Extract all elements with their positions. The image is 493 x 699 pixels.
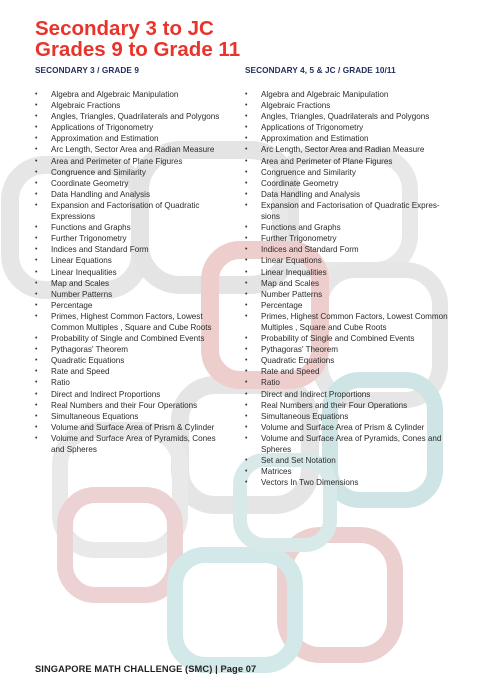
list-item: • Number Patterns — [245, 289, 455, 300]
list-item: • Rate and Speed — [245, 366, 455, 377]
list-item: • Ratio — [245, 377, 455, 388]
list-item: • Applications of Trigonometry — [245, 122, 455, 133]
list-item: • Arc Length, Sector Area and Radian Measure — [245, 144, 455, 155]
list-item: • Functions and Graphs — [245, 222, 455, 233]
list-item: • Applications of Trigonometry — [35, 122, 230, 133]
page-footer: SINGAPORE MATH CHALLENGE (SMC) | Page 07 — [35, 664, 257, 674]
list-item: • Approximation and Estimation — [245, 133, 455, 144]
topic-list — [245, 89, 455, 488]
list-item: • Matrices — [245, 466, 455, 477]
column-heading: SECONDARY 4, 5 & JC / GRADE 10/11 — [245, 66, 396, 75]
list-item: • Real Numbers and their Four Operations — [35, 400, 230, 411]
list-item: • Data Handling and Analysis — [245, 189, 455, 200]
list-item: • Primes, Highest Common Factors, Lowest Common Multiples , Square and Cube Roots — [245, 311, 455, 333]
list-item: • Primes, Highest Common Factors, Lowest Common Multiples , Square and Cube Roots — [35, 311, 230, 333]
list-item: • Number Patterns — [35, 289, 230, 300]
list-item: • Congruence and Similarity — [245, 167, 455, 178]
list-item: • Algebraic Fractions — [245, 100, 455, 111]
list-item: • Vectors In Two Dimensions — [245, 477, 455, 488]
list-item: • Linear Inequalities — [245, 267, 455, 278]
list-item: • Simultaneous Equations — [245, 411, 455, 422]
list-item: • Percentage — [245, 300, 455, 311]
list-item: • Probability of Single and Combined Events — [245, 333, 455, 344]
list-item: • Ratio — [35, 377, 230, 388]
list-item: • Rate and Speed — [35, 366, 230, 377]
list-item: • Arc Length, Sector Area and Radian Measure — [35, 144, 230, 155]
list-item: • Linear Equations — [245, 255, 455, 266]
list-item: • Approximation and Estimation — [35, 133, 230, 144]
list-item: • Pythagoras' Theorem — [245, 344, 455, 355]
list-item: • Angles, Triangles, Quadrilaterals and Polygons — [245, 111, 455, 122]
list-item: • Indices and Standard Form — [245, 244, 455, 255]
list-item: • Direct and Indirect Proportions — [35, 389, 230, 400]
secondary-3-column — [35, 66, 230, 455]
list-item: • Linear Equations — [35, 255, 230, 266]
list-item: • Indices and Standard Form — [35, 244, 230, 255]
list-item: • Area and Perimeter of Plane Figures — [245, 156, 455, 167]
list-item: • Expansion and Factorisation of Quadratic Expres-sions — [245, 200, 455, 222]
list-item: • Pythagoras' Theorem — [35, 344, 230, 355]
title-line-2: Grades 9 to Grade 11 — [35, 38, 241, 61]
list-item: • Area and Perimeter of Plane Figures — [35, 156, 230, 167]
list-item: • Further Trigonometry — [245, 233, 455, 244]
list-item: • Angles, Triangles, Quadrilaterals and Polygons — [35, 111, 230, 122]
list-item: • Real Numbers and their Four Operations — [245, 400, 455, 411]
list-item: • Coordinate Geometry — [35, 178, 230, 189]
page-title — [35, 18, 240, 60]
list-item: • Algebra and Algebraic Manipulation — [35, 89, 230, 100]
list-item: • Quadratic Equations — [35, 355, 230, 366]
list-item: • Probability of Single and Combined Events — [35, 333, 230, 344]
list-item: • Functions and Graphs — [35, 222, 230, 233]
list-item: • Coordinate Geometry — [245, 178, 455, 189]
list-item: • Volume and Surface Area of Pyramids, Cones and Spheres — [245, 433, 455, 455]
list-item: • Expansion and Factorisation of Quadratic Expressions — [35, 200, 230, 222]
topic-list — [35, 89, 230, 455]
list-item: • Further Trigonometry — [35, 233, 230, 244]
list-item: • Quadratic Equations — [245, 355, 455, 366]
list-item: • Set and Set Notation — [245, 455, 455, 466]
list-item: • Data Handling and Analysis — [35, 189, 230, 200]
title-line-1: Secondary 3 to JC — [35, 17, 214, 40]
list-item: • Linear Inequalities — [35, 267, 230, 278]
list-item: • Simultaneous Equations — [35, 411, 230, 422]
secondary-4-5-jc-column — [245, 66, 455, 488]
list-item: • Direct and Indirect Proportions — [245, 389, 455, 400]
list-item: • Percentage — [35, 300, 230, 311]
list-item: • Volume and Surface Area of Pyramids, Cones and Spheres — [35, 433, 230, 455]
list-item: • Volume and Surface Area of Prism & Cylinder — [35, 422, 230, 433]
list-item: • Map and Scales — [35, 278, 230, 289]
column-heading: SECONDARY 3 / GRADE 9 — [35, 66, 140, 75]
list-item: • Algebra and Algebraic Manipulation — [245, 89, 455, 100]
list-item: • Map and Scales — [245, 278, 455, 289]
list-item: • Algebraic Fractions — [35, 100, 230, 111]
list-item: • Volume and Surface Area of Prism & Cylinder — [245, 422, 455, 433]
list-item: • Congruence and Similarity — [35, 167, 230, 178]
